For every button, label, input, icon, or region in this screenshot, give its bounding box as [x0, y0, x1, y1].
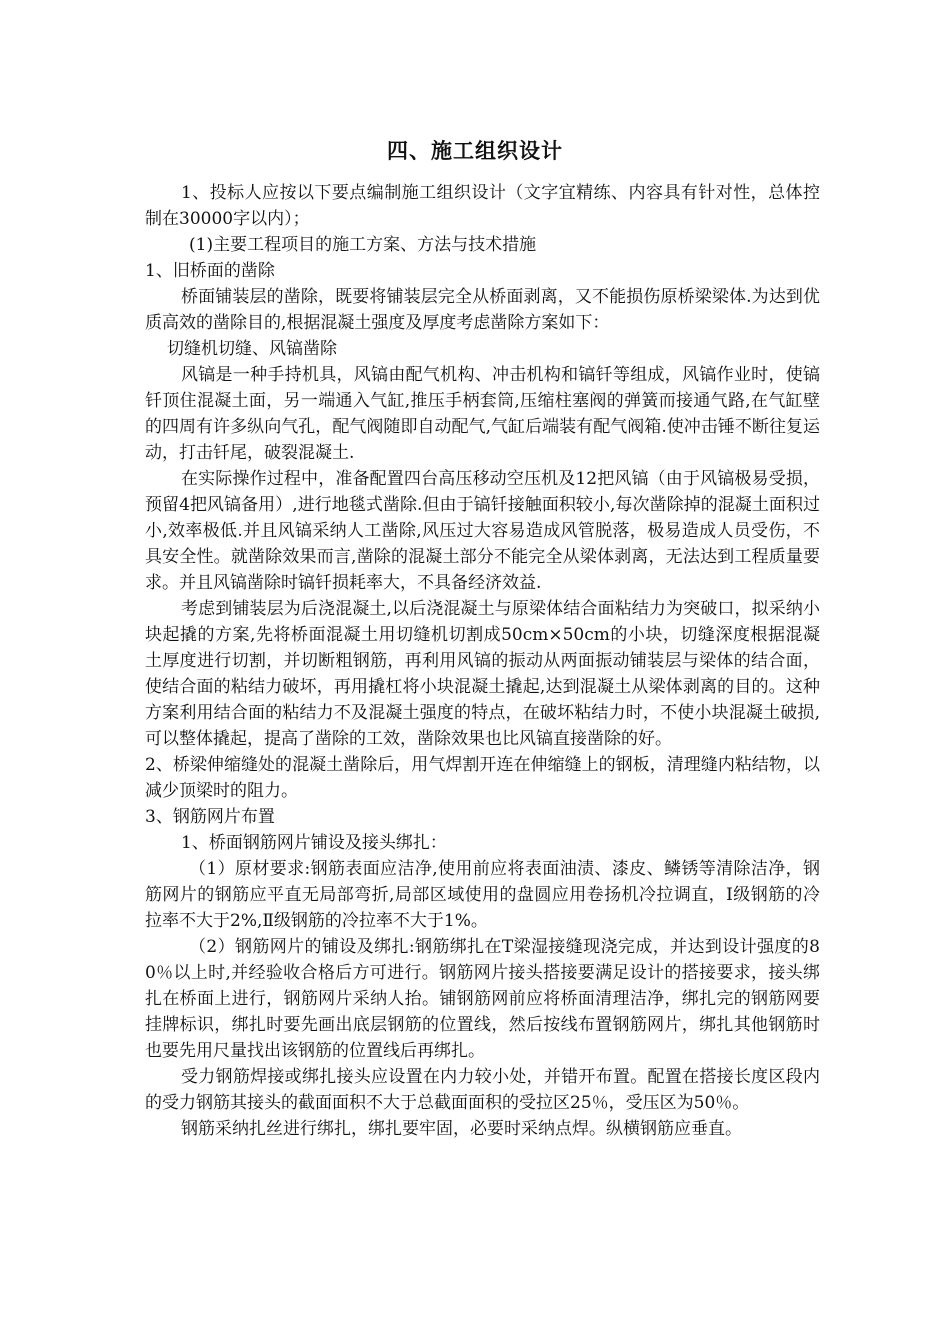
paragraph-binding: （2）钢筋网片的铺设及绑扎:钢筋绑扎在T梁湿接缝现浇完成，并达到设计强度的80％以上时,并经验收合格后方可进行。钢筋网片接头搭接要满足设计的搭接要求，接头绑扎在桥面上进行，钢筋网片采纳人抬。铺钢筋网前应将桥面清理洁净，绑扎完的钢筋网要挂牌标识，绑扎时要先画出底层钢筋的位置线，然后按线布置钢筋网片，绑扎其他钢筋时也要先用尺量找出该钢筋的位置线后再绑扎。 [145, 937, 820, 1061]
section-heading-3: 3、钢筋网片布置 [145, 807, 275, 827]
paragraph-demolition: 桥面铺装层的凿除，既要将铺装层完全从桥面剥离，又不能损伤原桥梁梁体.为达到优质高效的凿除目的,根据混凝土强度及厚度考虑凿除方案如下： [145, 287, 820, 333]
section-heading-1: 1、旧桥面的凿除 [145, 261, 275, 281]
document-body [145, 180, 820, 1142]
paragraph-rebar-mesh: 1、桥面钢筋网片铺设及接头绑扎： [181, 833, 447, 853]
paragraph-scheme: 考虑到铺装层为后浇混凝土,以后浇混凝土与原梁体结合面粘结力为突破口，拟采纳小块起撬的方案,先将桥面混凝土用切缝机切割成50cm×50cm的小块，切缝深度根据混凝土厚度进行切割，并切断粗钢筋，再利用风镐的振动从两面振动铺装层与梁体的结合面，使结合面的粘结力破坏，再用撬杠将小块混凝土撬起,达到混凝土从梁体剥离的目的。这种方案利用结合面的粘结力不及混凝土强度的特点，在破坏粘结力时，不使小块混凝土破损,可以整体撬起，提高了凿除的工效，凿除效果也比风镐直接凿除的好。 [145, 599, 820, 749]
section-heading-2: 2、桥梁伸缩缝处的混凝土凿除后，用气焊割开连在伸缩缝上的钢板，清理缝内粘结物，以减少顶梁时的阻力。 [145, 755, 820, 801]
paragraph-method-title: 切缝机切缝、风镐凿除 [167, 339, 337, 359]
paragraph-operation: 在实际操作过程中，准备配置四台高压移动空压机及12把风镐（由于风镐极易受损，预留4把风镐备用）,进行地毯式凿除.但由于镐钎接触面积较小,每次凿除掉的混凝土面积过小,效率极低.并且风镐采纳人工凿除,风压过大容易造成风管脱落，极易造成人员受伤，不具安全性。就凿除效果而言,凿除的混凝土部分不能完全从梁体剥离，无法达到工程质量要求。并且风镐凿除时镐钎损耗率大，不具备经济效益. [145, 469, 820, 593]
paragraph-air-pick: 风镐是一种手持机具，风镐由配气机构、冲击机构和镐钎等组成，风镐作业时，使镐钎顶住混凝土面，另一端通入气缸,推压手柄套筒,压缩柱塞阀的弹簧而接通气路,在气缸壁的四周有许多纵向气孔，配气阀随即自动配气,气缸后端装有配气阀箱.使冲击锤不断往复运动，打击钎尾，破裂混凝土. [145, 365, 820, 463]
paragraph-intro: 1、投标人应按以下要点编制施工组织设计（文字宜精练、内容具有针对性，总体控制在30000字以内）； [145, 183, 820, 229]
paragraph-joints: 受力钢筋焊接或绑扎接头应设置在内力较小处，并错开布置。配置在搭接长度区段内的受力钢筋其接头的截面面积不大于总截面面积的受拉区25％，受压区为50％。 [145, 1067, 820, 1113]
paragraph-subheading-1: (1)主要工程项目的施工方案、方法与技术措施 [189, 235, 537, 255]
paragraph-tie-wire: 钢筋采纳扎丝进行绑扎，绑扎要牢固，必要时采纳点焊。纵横钢筋应垂直。 [181, 1119, 742, 1139]
page-title: 四、施工组织设计 [387, 138, 563, 163]
paragraph-material: （1）原材要求:钢筋表面应洁净,使用前应将表面油渍、漆皮、鳞锈等清除洁净，钢筋网片的钢筋应平直无局部弯折,局部区域使用的盘圆应用卷扬机冷拉调直，I级钢筋的冷拉率不大于2%,Ⅱ级钢筋的冷拉率不大于1%。 [145, 859, 820, 931]
